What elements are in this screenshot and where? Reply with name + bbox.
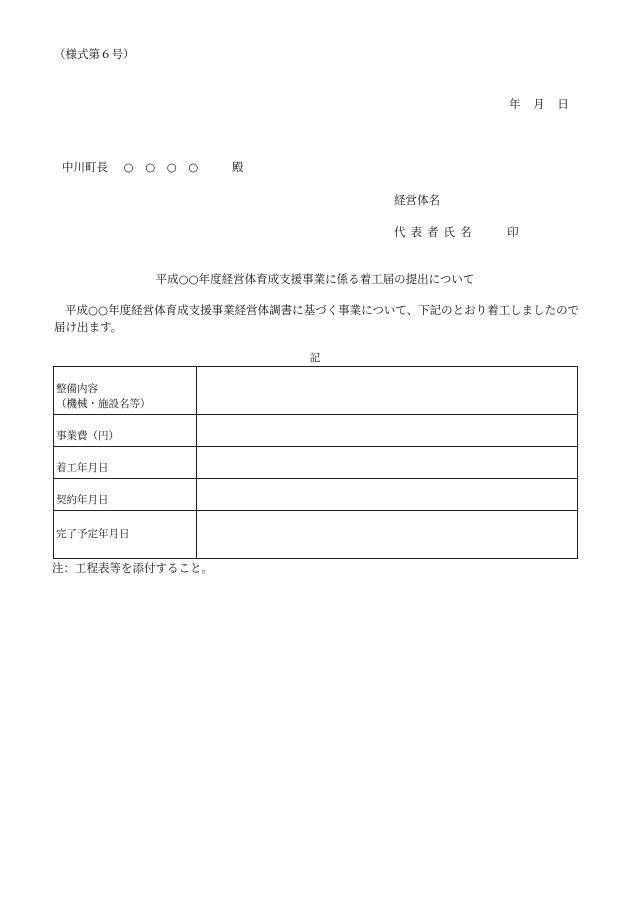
note-text: 注：工程表等を添付すること。 xyxy=(52,561,213,575)
addressee-title: 中川町長 xyxy=(62,160,108,174)
row-label: 完了予定年月日 xyxy=(54,511,197,559)
table-row xyxy=(54,479,578,511)
table-value-cell[interactable] xyxy=(197,479,578,511)
addressee xyxy=(62,159,243,175)
seal-mark: 印 xyxy=(507,225,519,239)
row-label: 事業費（円） xyxy=(54,415,197,447)
ki-heading: 記 xyxy=(309,352,321,364)
table-value-cell[interactable] xyxy=(197,415,578,447)
date-year: 年 xyxy=(509,97,521,111)
date-day: 日 xyxy=(557,97,569,111)
representative-label xyxy=(394,224,519,240)
record-table xyxy=(53,366,578,559)
row-label: 着工年月日 xyxy=(54,447,197,479)
entity-name-label: 経営体名 xyxy=(394,193,440,207)
date-line xyxy=(509,96,578,112)
date-month: 月 xyxy=(533,97,545,111)
table-row xyxy=(54,367,578,415)
table-row xyxy=(54,511,578,559)
row-label: 契約年月日 xyxy=(54,479,197,511)
addressee-honorific: 殿 xyxy=(231,160,244,174)
addressee-name: ○ ○ ○ ○ xyxy=(123,160,199,174)
document-title: 平成○○年度経営体育成支援事業に係る着工届の提出について xyxy=(155,272,475,286)
table-row xyxy=(54,415,578,447)
table-row xyxy=(54,447,578,479)
form-number: （様式第６号） xyxy=(54,47,135,61)
table-value-cell[interactable] xyxy=(197,447,578,479)
table-value-cell[interactable] xyxy=(197,367,578,415)
row-sublabel: （機械・施設名等） xyxy=(56,398,151,410)
body-text: 平成○○年度経営体育成支援事業経営体調書に基づく事業について、下記のとおり着工しましたので届け出ます。 xyxy=(54,303,580,334)
representative-name-label: 代表者氏名 xyxy=(394,225,477,239)
table-value-cell[interactable] xyxy=(197,511,578,559)
table-label-cell xyxy=(54,367,197,415)
row-label: 整備内容 xyxy=(56,383,98,395)
